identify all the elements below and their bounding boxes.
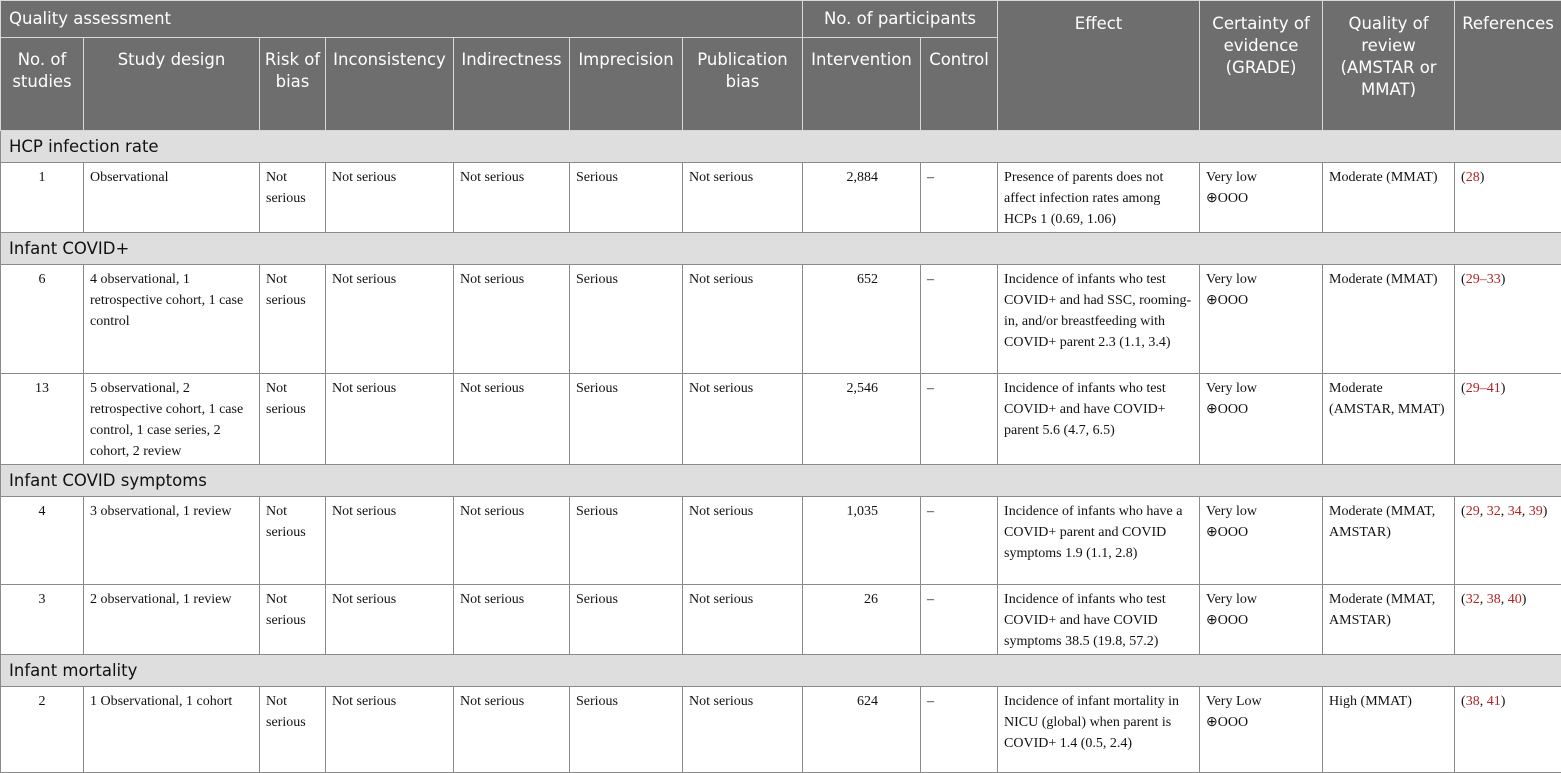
cell-effect: Incidence of infants who test COVID+ and had SSC, rooming-in, and/or breastfeeding with COVID+ parent 2.3 (1.1, 3.4): [998, 265, 1200, 374]
cell-inconsistency: Not serious: [326, 163, 454, 233]
cell-effect: Presence of parents does not affect infection rates among HCPs 1 (0.69, 1.06): [998, 163, 1200, 233]
cell-quality-review: High (MMAT): [1323, 687, 1455, 773]
cell-quality-review: Moderate (MMAT): [1323, 265, 1455, 374]
cell-inconsistency: Not serious: [326, 585, 454, 655]
cell-indirectness: Not serious: [454, 687, 570, 773]
cell-intervention: 1,035: [803, 497, 921, 585]
ref-separator: ,: [1522, 504, 1529, 519]
no-studies-header: No. of studies: [1, 38, 84, 131]
effect-header: Effect: [998, 1, 1200, 131]
cell-no-studies: 1: [1, 163, 84, 233]
cell-no-studies: 6: [1, 265, 84, 374]
cell-control: –: [921, 497, 998, 585]
cell-certainty: [1200, 585, 1323, 655]
section-title: HCP infection rate: [1, 131, 1561, 163]
ref-separator: ,: [1501, 504, 1508, 519]
section-row-hcp-infection-rate: [1, 131, 1561, 163]
cell-references: [1455, 163, 1561, 233]
table-row: [1, 265, 1561, 374]
certainty-symbol: ⊕OOO: [1206, 188, 1316, 209]
cell-indirectness: Not serious: [454, 497, 570, 585]
participants-header: No. of participants: [803, 1, 998, 38]
cell-risk-of-bias: Not serious: [260, 265, 326, 374]
cell-inconsistency: Not serious: [326, 497, 454, 585]
section-title: Infant COVID+: [1, 233, 1561, 265]
table-row: [1, 497, 1561, 585]
cell-intervention: 2,546: [803, 374, 921, 465]
table-row: [1, 374, 1561, 465]
table-header: [1, 1, 1561, 131]
publication-bias-header: Publication bias: [683, 38, 803, 131]
cell-inconsistency: Not serious: [326, 374, 454, 465]
cell-certainty: [1200, 374, 1323, 465]
intervention-header: Intervention: [803, 38, 921, 131]
cell-study-design: 2 observational, 1 review: [84, 585, 260, 655]
cell-publication-bias: Not serious: [683, 163, 803, 233]
cell-intervention: 2,884: [803, 163, 921, 233]
reference-link[interactable]: 41: [1487, 694, 1501, 709]
cell-inconsistency: Not serious: [326, 265, 454, 374]
cell-risk-of-bias: Not serious: [260, 585, 326, 655]
cell-study-design: 1 Observational, 1 cohort: [84, 687, 260, 773]
references-header: References: [1455, 1, 1561, 131]
section-row-infant-mortality: [1, 655, 1561, 687]
cell-quality-review: Moderate (MMAT, AMSTAR): [1323, 497, 1455, 585]
quality-assessment-header: Quality assessment: [1, 1, 803, 38]
cell-imprecision: Serious: [570, 163, 683, 233]
ref-paren-close: ): [1522, 592, 1527, 607]
header-row-1: [1, 1, 1561, 38]
cell-indirectness: Not serious: [454, 265, 570, 374]
ref-paren-open: (: [1461, 504, 1466, 519]
cell-intervention: 652: [803, 265, 921, 374]
reference-link[interactable]: 29: [1466, 504, 1480, 519]
certainty-header: Certainty of evidence (GRADE): [1200, 1, 1323, 131]
study-design-header: Study design: [84, 38, 260, 131]
certainty-label: Very low: [1206, 378, 1316, 399]
cell-intervention: 624: [803, 687, 921, 773]
certainty-label: Very low: [1206, 269, 1316, 290]
reference-link[interactable]: 38: [1466, 694, 1480, 709]
certainty-symbol: ⊕OOO: [1206, 290, 1316, 311]
ref-paren-close: ): [1543, 504, 1548, 519]
certainty-label: Very low: [1206, 167, 1316, 188]
reference-link[interactable]: 29–33: [1466, 272, 1501, 287]
cell-certainty: [1200, 265, 1323, 374]
section-title: Infant COVID symptoms: [1, 465, 1561, 497]
inconsistency-header: Inconsistency: [326, 38, 454, 131]
table-body: [1, 131, 1561, 773]
table-row: [1, 585, 1561, 655]
cell-publication-bias: Not serious: [683, 265, 803, 374]
cell-indirectness: Not serious: [454, 585, 570, 655]
certainty-label: Very low: [1206, 589, 1316, 610]
ref-paren-close: ): [1501, 381, 1506, 396]
cell-no-studies: 2: [1, 687, 84, 773]
cell-control: –: [921, 374, 998, 465]
section-title: Infant mortality: [1, 655, 1561, 687]
section-row-infant-covid-positive: [1, 233, 1561, 265]
cell-no-studies: 4: [1, 497, 84, 585]
cell-study-design: 5 observational, 2 retrospective cohort, 1 case control, 1 case series, 2 cohort, 2 review: [84, 374, 260, 465]
certainty-label: Very low: [1206, 501, 1316, 522]
cell-publication-bias: Not serious: [683, 374, 803, 465]
cell-publication-bias: Not serious: [683, 687, 803, 773]
ref-paren-open: (: [1461, 381, 1466, 396]
ref-separator: ,: [1480, 504, 1487, 519]
cell-references: [1455, 374, 1561, 465]
cell-publication-bias: Not serious: [683, 497, 803, 585]
ref-paren-open: (: [1461, 170, 1466, 185]
cell-risk-of-bias: Not serious: [260, 687, 326, 773]
cell-indirectness: Not serious: [454, 163, 570, 233]
cell-control: –: [921, 687, 998, 773]
cell-imprecision: Serious: [570, 265, 683, 374]
cell-study-design: 3 observational, 1 review: [84, 497, 260, 585]
cell-certainty: [1200, 497, 1323, 585]
certainty-symbol: ⊕OOO: [1206, 522, 1316, 543]
cell-risk-of-bias: Not serious: [260, 163, 326, 233]
cell-quality-review: Moderate (AMSTAR, MMAT): [1323, 374, 1455, 465]
ref-paren-open: (: [1461, 272, 1466, 287]
imprecision-header: Imprecision: [570, 38, 683, 131]
cell-control: –: [921, 163, 998, 233]
cell-imprecision: Serious: [570, 585, 683, 655]
section-row-infant-covid-symptoms: [1, 465, 1561, 497]
ref-separator: ,: [1501, 592, 1508, 607]
quality-review-header: Quality of review (AMSTAR or MMAT): [1323, 1, 1455, 131]
cell-intervention: 26: [803, 585, 921, 655]
cell-inconsistency: Not serious: [326, 687, 454, 773]
cell-control: –: [921, 585, 998, 655]
cell-effect: Incidence of infants who test COVID+ and have COVID+ parent 5.6 (4.7, 6.5): [998, 374, 1200, 465]
cell-risk-of-bias: Not serious: [260, 497, 326, 585]
ref-paren-close: ): [1501, 272, 1506, 287]
cell-no-studies: 13: [1, 374, 84, 465]
cell-references: [1455, 497, 1561, 585]
cell-indirectness: Not serious: [454, 374, 570, 465]
ref-separator: ,: [1480, 592, 1487, 607]
cell-risk-of-bias: Not serious: [260, 374, 326, 465]
certainty-label: Very Low: [1206, 691, 1316, 712]
reference-link[interactable]: 32: [1487, 504, 1501, 519]
certainty-symbol: ⊕OOO: [1206, 399, 1316, 420]
reference-link[interactable]: 40: [1508, 592, 1522, 607]
cell-effect: Incidence of infants who have a COVID+ parent and COVID symptoms 1.9 (1.1, 2.8): [998, 497, 1200, 585]
reference-link[interactable]: 29–41: [1466, 381, 1501, 396]
ref-paren-open: (: [1461, 694, 1466, 709]
table-row: [1, 163, 1561, 233]
ref-separator: ,: [1480, 694, 1487, 709]
reference-link[interactable]: 39: [1529, 504, 1543, 519]
reference-link[interactable]: 28: [1466, 170, 1480, 185]
ref-paren-open: (: [1461, 592, 1466, 607]
ref-paren-close: ): [1480, 170, 1485, 185]
cell-no-studies: 3: [1, 585, 84, 655]
cell-study-design: 4 observational, 1 retrospective cohort, 1 case control: [84, 265, 260, 374]
cell-publication-bias: Not serious: [683, 585, 803, 655]
cell-references: [1455, 585, 1561, 655]
reference-link[interactable]: 34: [1508, 504, 1522, 519]
cell-references: [1455, 265, 1561, 374]
certainty-symbol: ⊕OOO: [1206, 712, 1316, 733]
cell-certainty: [1200, 163, 1323, 233]
reference-link[interactable]: 32: [1466, 592, 1480, 607]
cell-effect: Incidence of infant mortality in NICU (global) when parent is COVID+ 1.4 (0.5, 2.4): [998, 687, 1200, 773]
indirectness-header: Indirectness: [454, 38, 570, 131]
reference-link[interactable]: 38: [1487, 592, 1501, 607]
control-header: Control: [921, 38, 998, 131]
cell-quality-review: Moderate (MMAT): [1323, 163, 1455, 233]
cell-quality-review: Moderate (MMAT, AMSTAR): [1323, 585, 1455, 655]
risk-of-bias-header: Risk of bias: [260, 38, 326, 131]
ref-paren-close: ): [1501, 694, 1506, 709]
cell-control: –: [921, 265, 998, 374]
cell-imprecision: Serious: [570, 374, 683, 465]
cell-imprecision: Serious: [570, 687, 683, 773]
cell-study-design: Observational: [84, 163, 260, 233]
certainty-symbol: ⊕OOO: [1206, 610, 1316, 631]
cell-imprecision: Serious: [570, 497, 683, 585]
cell-effect: Incidence of infants who test COVID+ and have COVID symptoms 38.5 (19.8, 57.2): [998, 585, 1200, 655]
